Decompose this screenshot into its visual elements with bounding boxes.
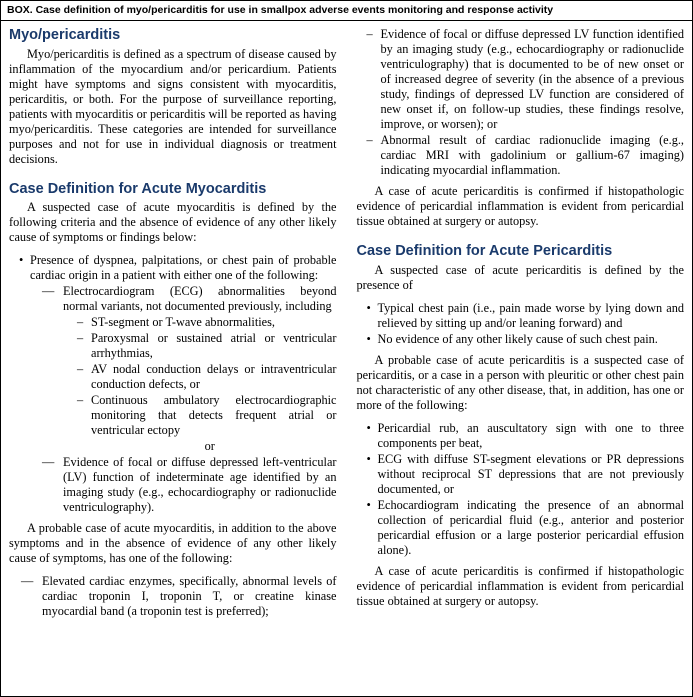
myocarditis-suspected-paragraph: A suspected case of acute myocarditis is defined by the following criteria and the absence of evidence of any other likely cause of symptoms or findings below:	[9, 200, 337, 245]
myocarditis-probable-list	[9, 574, 337, 619]
list-item: • Echocardiogram indicating the presence of an abnormal collection of pericardial fluid (e.g., anterior and posterior pericardial effusion or a large posterior pericardial effusion alone).	[367, 498, 685, 558]
list-item: – AV nodal conduction delays or intraventricular conduction defects, or	[77, 362, 337, 392]
list-item: – ST-segment or T-wave abnormalities,	[77, 315, 337, 330]
section-title-acute-myocarditis: Case Definition for Acute Myocarditis	[9, 180, 267, 197]
pericarditis-suspected-list	[357, 301, 685, 347]
pericarditis-probable-paragraph: A probable case of acute pericarditis is a suspected case of pericarditis, or a case in a person with pleuritic or other chest pain not characteristic of any other disease, that, in addition, has one or more of the following:	[356, 352, 684, 412]
pericarditis-suspected-paragraph: A suspected case of acute pericarditis is defined by the presence of	[356, 262, 684, 292]
list-item: – Continuous ambulatory electrocardiographic monitoring that detects frequent atrial or ventricular ectopy	[77, 393, 337, 438]
section-title-myopericarditis: Myo/pericarditis	[9, 27, 121, 44]
two-column-body	[1, 21, 692, 691]
list-item: – Evidence of focal or diffuse depressed LV function identified by an imaging study (e.g., echocardiography or radionuclide ventriculography) that is documented to be of new onset or of increased degree of severity (in the absence of a previous study, findings of depressed LV function are considered of new onset if, on follow-up studies, these findings resolve, improve, or worsen); or	[367, 27, 685, 132]
myocarditis-criteria-sublist	[30, 284, 337, 515]
list-item-text: Electrocardiogram (ECG) abnormalities beyond normal variants, not documented previously, including	[63, 284, 337, 314]
left-column	[9, 27, 347, 691]
list-item	[42, 284, 337, 454]
myocarditis-suspected-list	[9, 253, 337, 515]
pericarditis-confirmed-paragraph: A case of acute pericarditis is confirmed if histopathologic evidence of pericardial inflammation is evident from pericardial tissue obtained at surgery or autopsy.	[356, 563, 684, 608]
list-item: • Typical chest pain (i.e., pain made worse by lying down and relieved by sitting up and/or leaning forward) and	[367, 301, 685, 331]
myocarditis-probable-list-continued	[357, 27, 685, 178]
list-item: — Evidence of focal or diffuse depressed left-ventricular (LV) function of indeterminate age identified by an imaging study (e.g., echocardiography or radionuclide ventriculography).	[42, 455, 337, 515]
box-header: BOX. Case definition of myo/pericarditis for use in smallpox adverse events monitoring and response activity	[1, 1, 692, 21]
or-connector: or	[204, 439, 215, 454]
myocarditis-probable-paragraph: A probable case of acute myocarditis, in addition to the above symptoms and in the absence of evidence of any other likely cause of symptoms, has one of the following:	[9, 521, 337, 566]
myocarditis-confirmed-paragraph: A case of acute pericarditis is confirmed if histopathologic evidence of pericardial inflammation is evident from pericardial tissue obtained at surgery or autopsy.	[356, 184, 684, 229]
list-item: – Abnormal result of cardiac radionuclide imaging (e.g., cardiac MRI with gadolinium or gallium-67 imaging) indicating myocardial inflammation.	[367, 133, 685, 178]
pericarditis-probable-list	[357, 421, 685, 558]
section-title-acute-pericarditis: Case Definition for Acute Pericarditis	[356, 243, 613, 260]
ecg-abnormalities-sublist	[63, 315, 337, 438]
list-item-text: Presence of dyspnea, palpitations, or chest pain of probable cardiac origin in a patient with either one of the following:	[30, 253, 337, 283]
list-item	[19, 253, 337, 515]
list-item: • Pericardial rub, an auscultatory sign with one to three components per beat,	[367, 421, 685, 451]
list-item: • No evidence of any other likely cause of such chest pain.	[367, 332, 685, 347]
list-item: • ECG with diffuse ST-segment elevations or PR depressions without reciprocal ST depressions that are not previously documented, or	[367, 452, 685, 497]
list-item: — Elevated cardiac enzymes, specifically, abnormal levels of cardiac troponin I, troponin T, or creatine kinase myocardial band (a troponin test is preferred);	[21, 574, 337, 619]
right-column	[347, 27, 685, 691]
myopericarditis-definition-paragraph: Myo/pericarditis is defined as a spectrum of disease caused by inflammation of the myocardium and/or pericardium. Patients might have symptoms and signs consistent with myocarditis, pericarditis, or both. For the purpose of surveillance reporting, patients with myocarditis or pericarditis will be reported as having myo/pericarditis. These categories are intended for surveillance purposes and not for use in individual diagnosis or treatment decisions.	[9, 46, 337, 166]
list-item: – Paroxysmal or sustained atrial or ventricular arrhythmias,	[77, 331, 337, 361]
